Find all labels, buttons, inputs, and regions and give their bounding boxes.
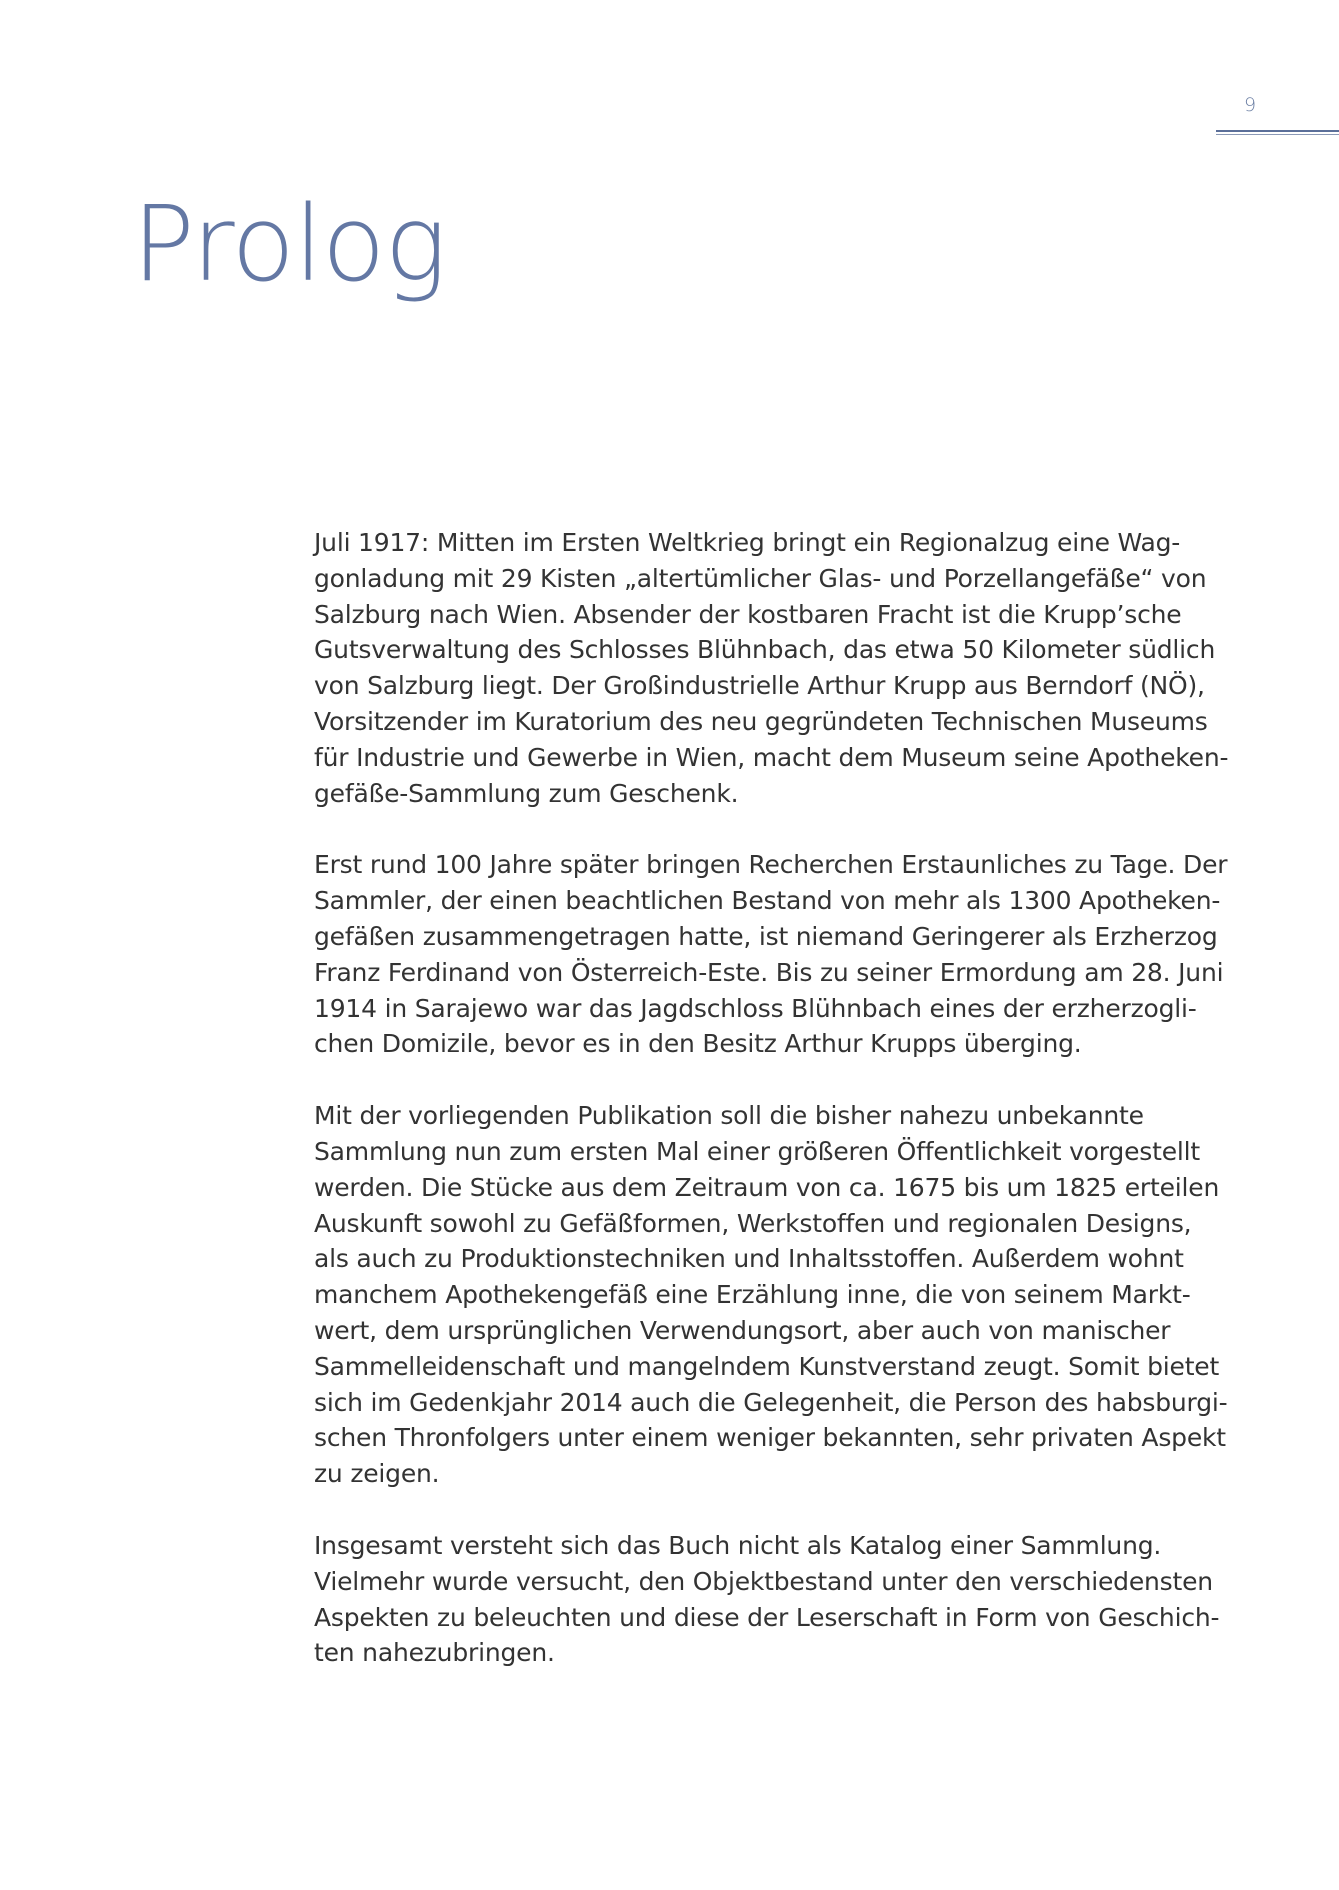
page-title: Prolog: [132, 183, 446, 305]
text-line: gonladung mit 29 Kisten „altertümlicher Glas- und Porzellangefäße“ von: [314, 563, 1207, 593]
text-line: Sammlung nun zum ersten Mal einer größeren Öffentlichkeit vorgestellt: [314, 1136, 1200, 1166]
text-line: ten nahezubringen.: [314, 1638, 555, 1668]
text-line: Gutsverwaltung des Schlosses Blühnbach, das etwa 50 Kilometer südlich: [314, 635, 1216, 665]
paragraph-4: [314, 1528, 1220, 1671]
text-line: chen Domizile, bevor es in den Besitz Arthur Krupps überging.: [314, 1029, 1082, 1059]
text-line: manchem Apothekengefäß eine Erzählung inne, die von seinem Markt-: [314, 1280, 1191, 1310]
paragraph-1: [314, 525, 1229, 811]
text-line: zu zeigen.: [314, 1459, 440, 1489]
text-line: Juli 1917: Mitten im Ersten Weltkrieg bringt ein Regionalzug eine Wag-: [314, 528, 1181, 557]
page-number: 9: [1243, 94, 1257, 116]
text-line: Auskunft sowohl zu Gefäßformen, Werkstoffen und regionalen Designs,: [314, 1208, 1192, 1238]
text-line: Vorsitzender im Kuratorium des neu gegründeten Technischen Museums: [314, 706, 1208, 736]
text-line: Sammelleidenschaft und mangelndem Kunstverstand zeugt. Somit bietet: [314, 1351, 1220, 1381]
header-rule: [1216, 130, 1339, 132]
text-line: werden. Die Stücke aus dem Zeitraum von ca. 1675 bis um 1825 erteilen: [314, 1172, 1220, 1202]
text-line: schen Thronfolgers unter einem weniger bekannten, sehr privaten Aspekt: [314, 1423, 1226, 1453]
text-line: wert, dem ursprünglichen Verwendungsort, aber auch von manischer: [314, 1315, 1171, 1345]
text-line: Mit der vorliegenden Publikation soll die bisher nahezu unbekannte: [314, 1101, 1144, 1131]
text-line: Salzburg nach Wien. Absender der kostbaren Fracht ist die Krupp’sche: [314, 599, 1182, 629]
text-line: von Salzburg liegt. Der Großindustrielle Arthur Krupp aus Berndorf (NÖ),: [314, 671, 1205, 701]
text-line: gefäße-Sammlung zum Geschenk.: [314, 778, 739, 808]
text-line: Sammler, der einen beachtlichen Bestand von mehr als 1300 Apotheken-: [314, 886, 1221, 916]
text-line: Franz Ferdinand von Österreich-Este. Bis zu seiner Ermordung am 28. Juni: [314, 957, 1224, 987]
body-text: [314, 525, 1229, 1707]
text-line: Insgesamt versteht sich das Buch nicht als Katalog einer Sammlung.: [314, 1530, 1162, 1560]
paragraph-3: [314, 1098, 1228, 1492]
text-line: 1914 in Sarajewo war das Jagdschloss Blühnbach eines der erzherzogli-: [314, 993, 1197, 1023]
header-rule-secondary: [1216, 134, 1339, 135]
text-line: Erst rund 100 Jahre später bringen Recherchen Erstaunliches zu Tage. Der: [314, 850, 1228, 880]
text-line: gefäßen zusammengetragen hatte, ist niemand Geringerer als Erzherzog: [314, 921, 1218, 951]
text-line: sich im Gedenkjahr 2014 auch die Gelegenheit, die Person des habsburgi-: [314, 1387, 1228, 1417]
text-line: Aspekten zu beleuchten und diese der Leserschaft in Form von Geschich-: [314, 1602, 1220, 1632]
text-line: für Industrie und Gewerbe in Wien, macht dem Museum seine Apotheken-: [314, 742, 1229, 772]
paragraph-2: [314, 847, 1228, 1062]
text-line: Vielmehr wurde versucht, den Objektbestand unter den verschiedensten: [314, 1566, 1213, 1596]
text-line: als auch zu Produktionstechniken und Inhaltsstoffen. Außerdem wohnt: [314, 1244, 1184, 1274]
